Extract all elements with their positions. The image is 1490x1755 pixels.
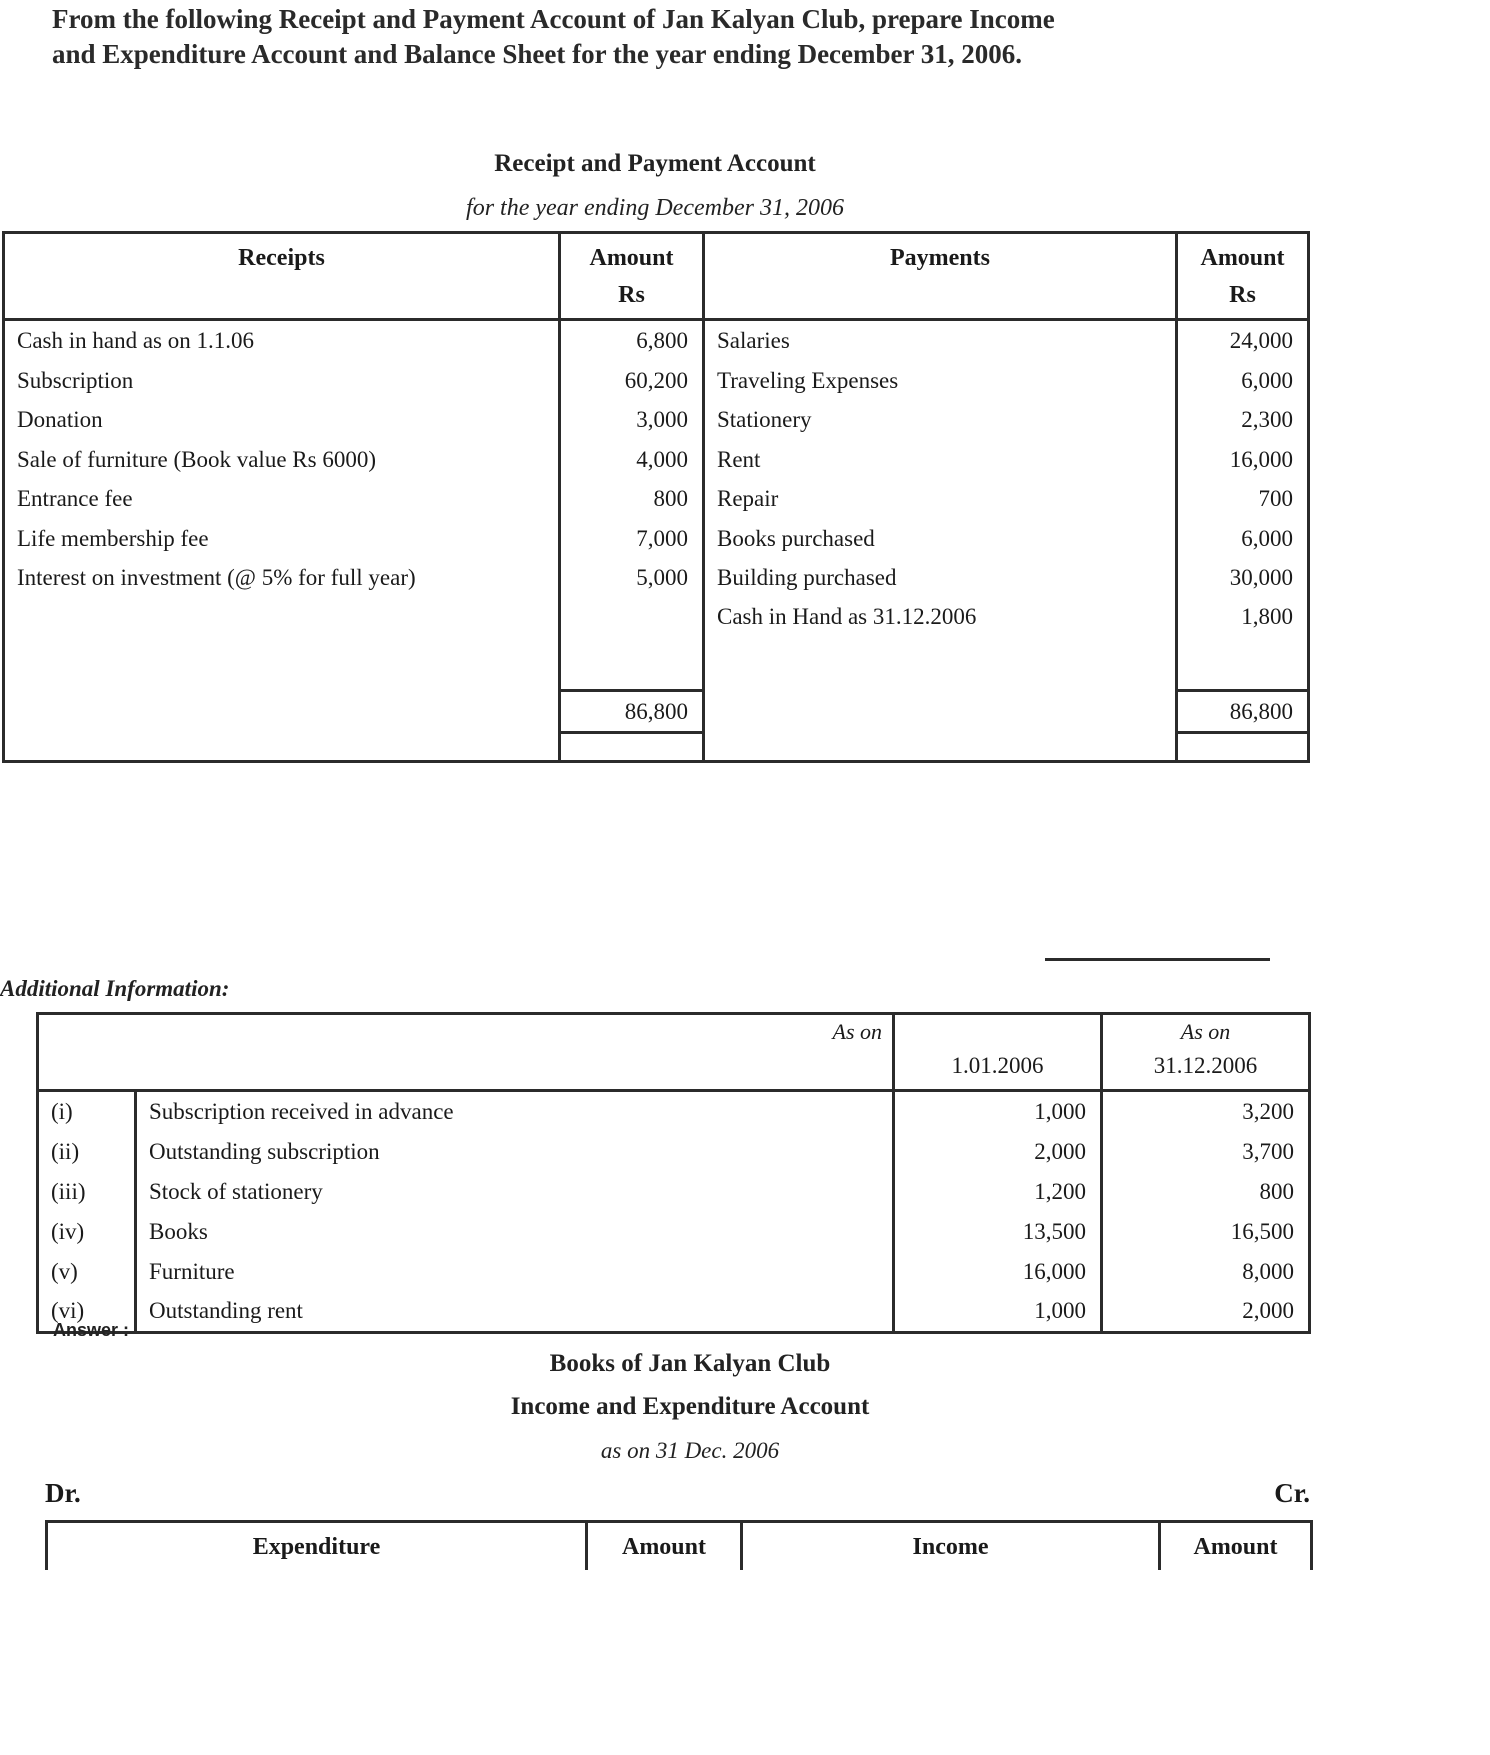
table-row <box>4 558 1309 597</box>
section-divider <box>1045 958 1270 961</box>
addl-header-as-on-1: As on <box>136 1014 894 1048</box>
addl-header-num <box>38 1014 136 1048</box>
dr-label: Dr. <box>45 1478 81 1508</box>
addl-header-row-1 <box>38 1014 1310 1048</box>
addl-row-label: Subscription received in advance <box>136 1091 894 1132</box>
receipt-payment-title: Receipt and Payment Account <box>494 150 816 177</box>
income-expenditure-title: Income and Expenditure Account <box>510 1393 870 1420</box>
total-empty-right-label <box>704 690 1177 732</box>
table-row <box>38 1212 1310 1252</box>
payment-amount: 30,000 <box>1177 558 1309 597</box>
addl-header-date-1: 1.01.2006 <box>894 1047 1102 1091</box>
books-title: Books of Jan Kalyan Club <box>549 1350 831 1377</box>
payment-amount: 16,000 <box>1177 440 1309 479</box>
receipt-amount: 6,800 <box>560 320 704 361</box>
addl-row-opening: 1,000 <box>894 1291 1102 1332</box>
payment-amount: 6,000 <box>1177 361 1309 400</box>
header-payments: Payments <box>704 233 1177 320</box>
receipt-payment-table <box>2 231 1307 763</box>
additional-information-label: Additional Information: <box>0 976 230 1001</box>
addl-row-num: (i) <box>38 1091 136 1132</box>
addl-row-opening: 16,000 <box>894 1252 1102 1292</box>
payment-amount: 700 <box>1177 479 1309 518</box>
addl-row-closing: 16,500 <box>1102 1212 1310 1252</box>
table-row <box>4 361 1309 400</box>
addl-row-num: (vi) <box>38 1291 136 1332</box>
payment-label: Cash in Hand as 31.12.2006 <box>704 597 1177 636</box>
receipt-amount: 7,000 <box>560 519 704 558</box>
receipt-payment-subtitle: for the year ending December 31, 2006 <box>466 195 844 221</box>
header-amount-left <box>560 233 704 320</box>
addl-header-row-2 <box>38 1047 1310 1091</box>
table-row <box>38 1252 1310 1292</box>
addl-row-label: Books <box>136 1212 894 1252</box>
header-ie-amount-right: Amount <box>1160 1522 1312 1571</box>
totals-row <box>4 690 1309 732</box>
table-header-row <box>4 233 1309 320</box>
spacer-cell <box>704 637 1177 663</box>
question-line-2: and Expenditure Account and Balance Sheet for the year ending December 31, 2006. <box>52 38 1023 69</box>
header-rs-left-label: Rs <box>618 282 645 309</box>
receipt-label: Interest on investment (@ 5% for full year) <box>4 558 560 597</box>
table-row <box>38 1091 1310 1132</box>
receipt-label: Subscription <box>4 361 560 400</box>
addl-header-date-2: 31.12.2006 <box>1102 1047 1310 1091</box>
addl-header-num-2 <box>38 1047 136 1091</box>
payment-amount: 6,000 <box>1177 519 1309 558</box>
addl-row-closing: 2,000 <box>1102 1291 1310 1332</box>
payment-label: Stationery <box>704 400 1177 439</box>
table-row <box>38 1132 1310 1172</box>
addl-row-opening: 1,200 <box>894 1172 1102 1212</box>
table-row <box>4 440 1309 479</box>
footer-spacer-row <box>4 733 1309 762</box>
addl-row-opening: 2,000 <box>894 1132 1102 1172</box>
payment-label: Traveling Expenses <box>704 361 1177 400</box>
total-amount-right: 86,800 <box>1177 690 1309 732</box>
spacer-cell <box>1177 733 1309 762</box>
receipt-amount <box>560 597 704 636</box>
additional-information-table <box>36 1012 1308 1334</box>
income-expenditure-table <box>45 1520 1310 1570</box>
addl-row-closing: 3,700 <box>1102 1132 1310 1172</box>
spacer-row <box>4 637 1309 663</box>
table-row <box>38 1172 1310 1212</box>
header-amount-right <box>1177 233 1309 320</box>
receipt-label: Life membership fee <box>4 519 560 558</box>
header-amount-right-label: Amount <box>1200 245 1285 271</box>
receipt-amount: 3,000 <box>560 400 704 439</box>
spacer-cell <box>560 663 704 691</box>
spacer-cell <box>4 663 560 691</box>
payment-label: Repair <box>704 479 1177 518</box>
payment-amount: 1,800 <box>1177 597 1309 636</box>
addl-row-num: (iv) <box>38 1212 136 1252</box>
payment-amount: 24,000 <box>1177 320 1309 361</box>
addl-header-as-on-2: As on <box>1102 1014 1310 1048</box>
header-expenditure: Expenditure <box>47 1522 587 1571</box>
spacer-cell <box>4 733 560 762</box>
header-amount-left-label: Amount <box>589 245 674 271</box>
spacer-cell <box>4 637 560 663</box>
spacer-cell <box>1177 637 1309 663</box>
spacer-cell <box>704 733 1177 762</box>
receipt-amount: 800 <box>560 479 704 518</box>
header-income: Income <box>742 1522 1160 1571</box>
receipt-label <box>4 597 560 636</box>
table-row <box>4 400 1309 439</box>
addl-row-label: Outstanding subscription <box>136 1132 894 1172</box>
question-line-1: From the following Receipt and Payment Account of Jan Kalyan Club, prepare Income <box>52 4 1055 34</box>
receipt-label: Donation <box>4 400 560 439</box>
header-receipts: Receipts <box>4 233 560 320</box>
addl-header-blank <box>136 1047 894 1091</box>
spacer-cell <box>560 637 704 663</box>
spacer-cell <box>1177 663 1309 691</box>
spacer-cell <box>560 733 704 762</box>
addl-row-label: Outstanding rent <box>136 1291 894 1332</box>
addl-row-num: (iii) <box>38 1172 136 1212</box>
income-expenditure-as-on: as on 31 Dec. 2006 <box>600 1438 780 1463</box>
spacer-cell <box>704 663 1177 691</box>
receipt-amount: 60,200 <box>560 361 704 400</box>
addl-row-opening: 13,500 <box>894 1212 1102 1252</box>
receipt-amount: 4,000 <box>560 440 704 479</box>
table-row <box>4 597 1309 636</box>
payment-label: Building purchased <box>704 558 1177 597</box>
receipt-label: Entrance fee <box>4 479 560 518</box>
question-text <box>52 2 1242 71</box>
receipt-label: Sale of furniture (Book value Rs 6000) <box>4 440 560 479</box>
receipt-label: Cash in hand as on 1.1.06 <box>4 320 560 361</box>
table-row <box>4 519 1309 558</box>
payment-amount: 2,300 <box>1177 400 1309 439</box>
table-row <box>4 479 1309 518</box>
addl-row-num: (v) <box>38 1252 136 1292</box>
header-ie-amount-left: Amount <box>587 1522 742 1571</box>
addl-row-label: Stock of stationery <box>136 1172 894 1212</box>
spacer-row <box>4 663 1309 691</box>
table-row <box>4 320 1309 361</box>
table-row <box>38 1291 1310 1332</box>
addl-row-num: (ii) <box>38 1132 136 1172</box>
payment-label: Salaries <box>704 320 1177 361</box>
addl-row-closing: 3,200 <box>1102 1091 1310 1132</box>
addl-row-closing: 8,000 <box>1102 1252 1310 1292</box>
total-empty-left <box>4 690 560 732</box>
payment-label: Books purchased <box>704 519 1177 558</box>
cr-label: Cr. <box>1274 1478 1310 1508</box>
addl-row-opening: 1,000 <box>894 1091 1102 1132</box>
ie-header-row <box>47 1522 1312 1571</box>
payment-label: Rent <box>704 440 1177 479</box>
header-rs-right-label: Rs <box>1229 282 1256 309</box>
addl-header-spacer <box>894 1014 1102 1048</box>
addl-row-label: Furniture <box>136 1252 894 1292</box>
total-amount-left: 86,800 <box>560 690 704 732</box>
receipt-amount: 5,000 <box>560 558 704 597</box>
addl-row-closing: 800 <box>1102 1172 1310 1212</box>
answer-label: Answer : <box>53 1320 130 1340</box>
